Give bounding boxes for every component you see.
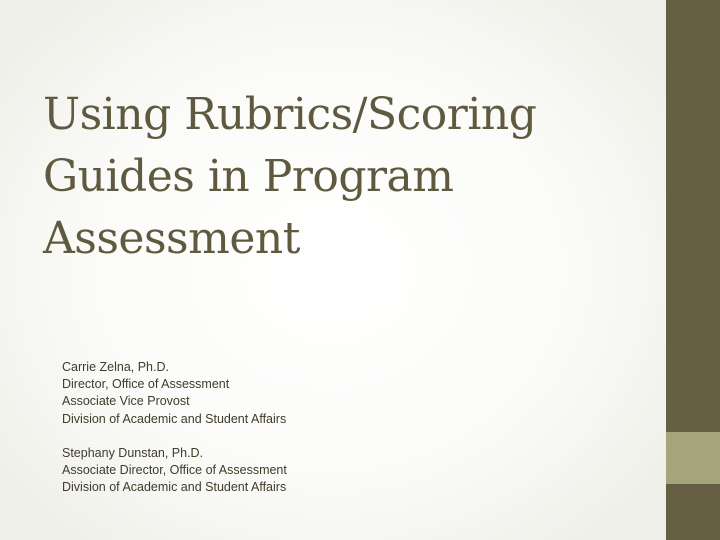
author-carrie-zelna [62, 359, 622, 428]
title-line: Using Rubrics/Scoring [43, 89, 537, 140]
author-block [62, 359, 622, 497]
title-line: Assessment [43, 213, 300, 264]
author-spacer [62, 428, 622, 445]
author-title: Associate Vice Provost [62, 394, 190, 409]
author-division: Division of Academic and Student Affairs [62, 411, 287, 426]
author-name: Carrie Zelna, Ph.D. [62, 360, 169, 374]
author-name: Stephany Dunstan, Ph.D. [62, 446, 204, 460]
title-line: Guides in Program [43, 151, 454, 202]
slide-title [43, 84, 643, 270]
decorative-side-accent [666, 432, 720, 484]
author-division: Division of Academic and Student Affairs [62, 480, 287, 495]
author-stephany-dunstan [62, 445, 622, 497]
author-title: Director, Office of Assessment [62, 377, 230, 392]
author-title: Associate Director, Office of Assessment [62, 463, 287, 478]
